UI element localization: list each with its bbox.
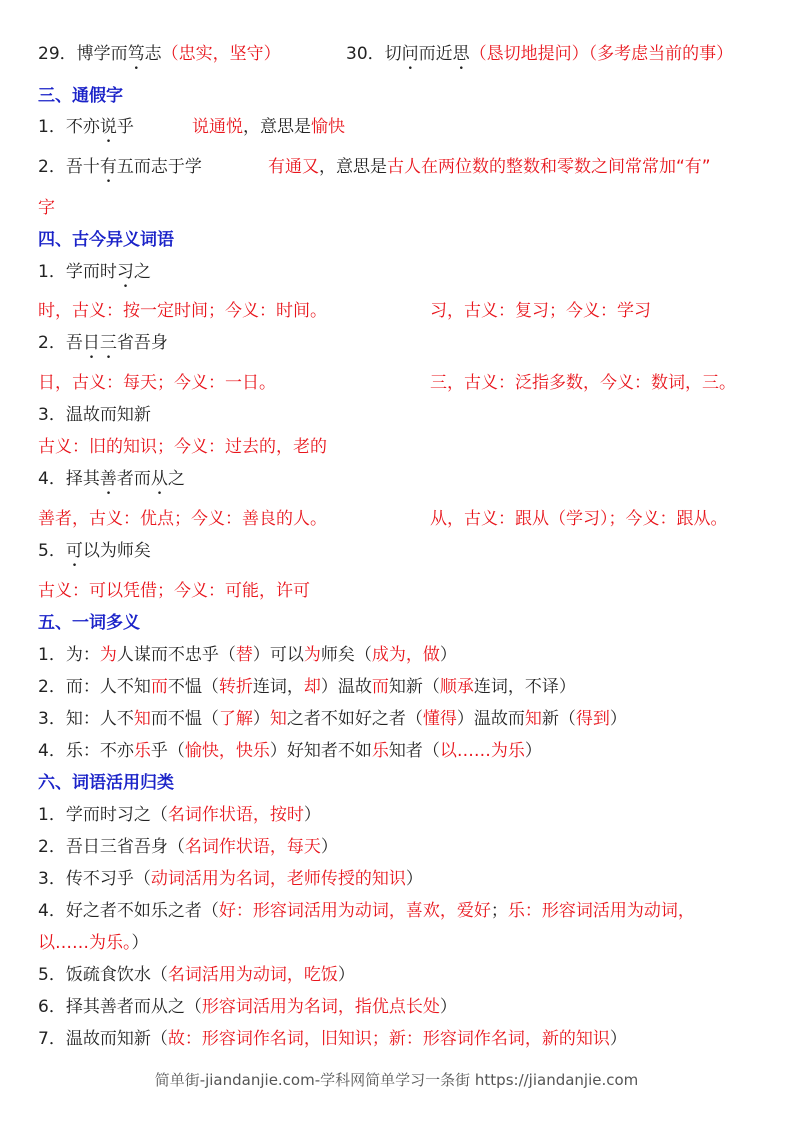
- s5-3-p6: 新（: [541, 709, 576, 729]
- s4-item-2-answer-b: 三，古义：泛指多数，今义：数词，三。: [430, 373, 736, 393]
- s4-item-1-answer-b: 习，古义：复习；今义：学习: [430, 301, 651, 321]
- s4-5-q-end: 以为师矣: [82, 541, 151, 561]
- s5-item-2: [38, 675, 576, 699]
- s6-2-e: ）: [320, 837, 338, 857]
- s6-1-a: 名词作状语，按时: [167, 805, 304, 825]
- s3-1-a2: ，意思是: [243, 117, 311, 137]
- s5-2-p1: 2．而：人不知: [38, 677, 151, 697]
- s5-1-r1: 为: [99, 645, 117, 665]
- s4-1-q-end: 之: [133, 262, 151, 282]
- s4-item-1-answer-a: 时，古义：按一定时间；今义：时间。: [38, 301, 327, 321]
- s5-1-p2: 人谋而不忠乎（: [116, 645, 236, 665]
- s4-item-2-answer-a: 日，古义：每天；今义：一日。: [38, 373, 276, 393]
- s6-item-7: [38, 1027, 627, 1051]
- s3-item-2: [38, 155, 202, 187]
- s4-4-q-end: 之: [167, 469, 185, 489]
- s3-2-a1: 有通又: [268, 157, 319, 177]
- item-30-dotted-2: 思: [452, 44, 470, 64]
- s3-item-2-answer: [268, 155, 711, 179]
- s4-item-4-answer-a: 善者，古义：优点；今义：善良的人。: [38, 509, 327, 529]
- item-30-text-mid: 而近: [418, 44, 453, 64]
- s4-5-q: 5．: [38, 541, 66, 561]
- s5-1-p5: ）: [439, 645, 457, 665]
- s5-1-p4: 师矣（: [320, 645, 372, 665]
- s4-4-q: 4．择其: [38, 469, 100, 489]
- s5-2-r5: 顺承: [439, 677, 474, 697]
- s4-item-5: [38, 539, 151, 571]
- s5-1-r2: 替: [235, 645, 253, 665]
- s5-2-p6: 连词，不译）: [473, 677, 576, 697]
- s6-6-e: ）: [439, 997, 457, 1017]
- s5-1-p3: ）可以: [252, 645, 304, 665]
- item-29-text: 29．博学而: [38, 44, 128, 64]
- s5-4-p4: 知者（: [388, 741, 440, 761]
- s4-4-dotted-2: 从: [150, 469, 168, 489]
- s5-4-p1: 4．乐：不亦: [38, 741, 134, 761]
- s5-3-r4: 懂得: [422, 709, 457, 729]
- s3-2-a2: ，意思是: [319, 157, 387, 177]
- s6-2-a: 名词作状语，每天: [184, 837, 321, 857]
- s5-2-r3: 却: [303, 677, 321, 697]
- s6-item-6: [38, 995, 457, 1019]
- s3-2-dotted: 有: [99, 157, 117, 177]
- s4-4-q-mid: 者而: [116, 469, 151, 489]
- s3-1-a1: 说通悦: [192, 117, 243, 137]
- s6-item-4: [38, 899, 695, 923]
- s5-3-p1: 3．知：人不: [38, 709, 134, 729]
- s4-2-dotted-1: 日: [82, 333, 100, 353]
- s5-4-p2: 乎（: [150, 741, 185, 761]
- s3-1-dotted: 说: [99, 117, 117, 137]
- s3-item-1: [38, 115, 134, 147]
- section-title-6: 六、词语活用归类: [38, 773, 174, 793]
- s4-item-1: [38, 260, 151, 292]
- s4-item-3-answer: 古义：旧的知识；今义：过去的，老的: [38, 437, 327, 457]
- s5-3-p3: ）: [252, 709, 270, 729]
- s4-4-dotted-1: 善: [99, 469, 117, 489]
- s6-7-e: ）: [609, 1029, 627, 1049]
- s6-item-5: [38, 963, 355, 987]
- s5-item-1: [38, 643, 457, 667]
- s5-2-p5: 知新（: [388, 677, 440, 697]
- s3-2-q-end: 五而志于学: [116, 157, 202, 177]
- s6-7-a: 故：形容词作名词，旧知识；新：形容词作名词，新的知识: [167, 1029, 610, 1049]
- s6-4-e: ）: [131, 933, 149, 953]
- s4-item-5-answer: 古义：可以凭借；今义：可能，许可: [38, 581, 310, 601]
- s4-item-2: [38, 331, 168, 363]
- s3-1-q-end: 乎: [116, 117, 134, 137]
- s6-3-q: 3．传不习乎（: [38, 869, 151, 889]
- s6-1-q: 1．学而时习之（: [38, 805, 168, 825]
- s5-3-p5: ）温故而: [456, 709, 525, 729]
- s6-7-q: 7．温故而知新（: [38, 1029, 168, 1049]
- s3-item-1-answer: [192, 115, 345, 139]
- s5-3-r6: 得到: [575, 709, 610, 729]
- s5-1-p1: 1．为：: [38, 645, 100, 665]
- s6-4-m: ；: [490, 901, 508, 921]
- s6-4-c: 以……为乐。: [38, 933, 132, 953]
- section-title-4: 四、古今异义词语: [38, 230, 174, 250]
- s6-4-b: 乐：形容词活用为动词，: [507, 901, 695, 921]
- page-footer: 简单街-jiandanjie.com-学科网简单学习一条街 https://jiandanjie.com: [154, 1071, 639, 1089]
- s4-5-dotted: 可: [65, 541, 83, 561]
- s6-5-e: ）: [337, 965, 355, 985]
- s5-2-p3: 连词，: [252, 677, 304, 697]
- s3-1-q: 1．不亦: [38, 117, 100, 137]
- s5-2-p2: 不愠（: [167, 677, 219, 697]
- s6-6-a: 形容词活用为名词，指优点长处: [201, 997, 440, 1017]
- s5-2-r2: 转折: [218, 677, 253, 697]
- s5-3-r5: 知: [524, 709, 542, 729]
- section-title-5: 五、一词多义: [38, 613, 140, 633]
- s6-item-2: [38, 835, 338, 859]
- s5-4-r2: 愉快，快乐: [184, 741, 270, 761]
- s3-2-a3: 古人在两位数的整数和零数之间常常加“有”: [387, 157, 711, 177]
- s6-5-a: 名词活用为动词，吃饭: [167, 965, 338, 985]
- s5-item-4: [38, 739, 542, 763]
- s6-2-q: 2．吾日三省吾身（: [38, 837, 185, 857]
- s4-2-q: 2．吾: [38, 333, 83, 353]
- s5-2-r1: 而: [150, 677, 168, 697]
- s5-4-p3: ）好知者不如: [269, 741, 372, 761]
- s4-1-q: 1．学而时: [38, 262, 117, 282]
- s4-item-4-answer-b: 从，古义：跟从（学习）；今义：跟从。: [430, 509, 728, 529]
- s6-item-3: [38, 867, 423, 891]
- s6-item-1: [38, 803, 321, 827]
- s5-item-3: [38, 707, 627, 731]
- s5-2-p4: ）温故: [320, 677, 372, 697]
- s5-4-p5: ）: [524, 741, 542, 761]
- s5-3-r1: 知: [133, 709, 151, 729]
- item-29-note: （忠实，坚守）: [161, 44, 281, 64]
- s4-1-dotted: 习: [116, 262, 134, 282]
- item-30-note: （恳切地提问）（多考虑当前的事）: [469, 44, 734, 64]
- s6-item-4-wrap: [38, 931, 149, 955]
- s6-5-q: 5．饭疏食饮水（: [38, 965, 168, 985]
- item-29-text-end: 志: [144, 44, 162, 64]
- item-30-text: 30．切: [346, 44, 402, 64]
- s6-3-e: ）: [405, 869, 423, 889]
- s5-4-r3: 乐: [371, 741, 389, 761]
- s4-2-dotted-2: 三: [99, 333, 117, 353]
- s6-3-a: 动词活用为名词，老师传授的知识: [150, 869, 406, 889]
- s5-4-r1: 乐: [133, 741, 151, 761]
- section-title-3: 三、通假字: [38, 86, 123, 106]
- s5-3-r3: 知: [269, 709, 287, 729]
- s5-2-r4: 而: [371, 677, 389, 697]
- s3-item-2-answer-wrap: 字: [38, 198, 55, 218]
- s6-6-q: 6．择其善者而从之（: [38, 997, 202, 1017]
- s6-1-e: ）: [303, 805, 321, 825]
- s4-2-q-end: 省吾身: [116, 333, 168, 353]
- item-29: [38, 42, 281, 74]
- s4-item-4: [38, 467, 185, 499]
- s5-1-r3: 为: [303, 645, 321, 665]
- s3-2-q: 2．吾十: [38, 157, 100, 177]
- s6-4-a: 好：形容词活用为动词，喜欢，爱好: [218, 901, 491, 921]
- s5-4-r4: 以……为乐: [439, 741, 525, 761]
- item-30-dotted-1: 问: [401, 44, 419, 64]
- s5-3-p4: 之者不如好之者（: [286, 709, 423, 729]
- s6-4-q: 4．好之者不如乐之者（: [38, 901, 219, 921]
- item-29-dotted: 笃: [127, 44, 145, 64]
- s5-3-p2: 而不愠（: [150, 709, 219, 729]
- s3-1-a3: 愉快: [311, 117, 345, 137]
- s5-3-r2: 了解: [218, 709, 253, 729]
- item-30: [346, 42, 733, 74]
- s5-1-r4: 成为，做: [371, 645, 440, 665]
- s4-item-3: 3．温故而知新: [38, 405, 151, 425]
- s5-3-p7: ）: [609, 709, 627, 729]
